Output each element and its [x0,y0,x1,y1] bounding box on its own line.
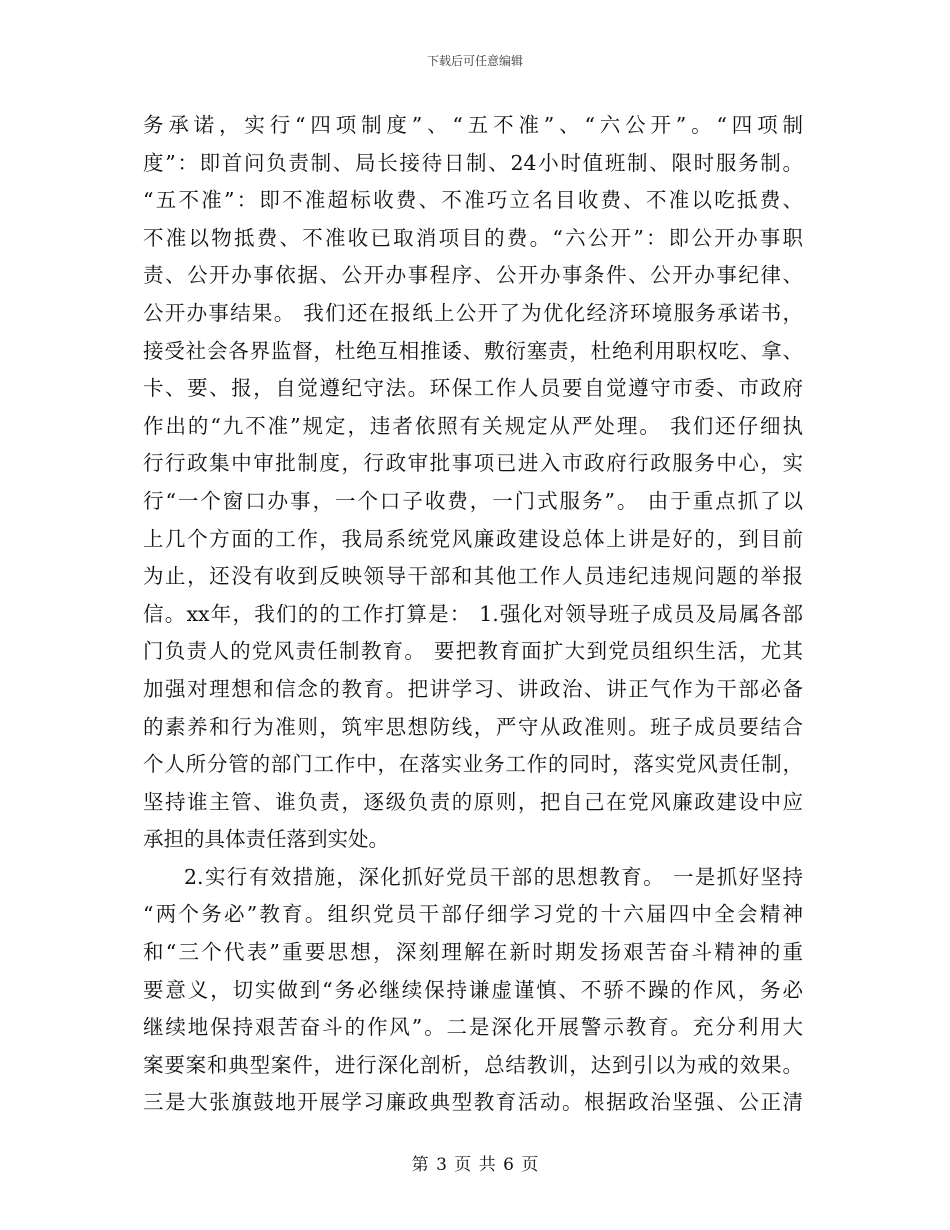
text-line: 卡、要、报，自觉遵纪守法。环保工作人员要自觉遵守市委、市政府 [143,376,803,401]
text-line: 公开办事结果。 我们还在报纸上公开了为优化经济环境服务承诺书， [143,300,803,325]
text-line: 承担的具体责任落到实处。 [143,827,389,852]
page-footer: 第 3 页 共 6 页 [411,1155,539,1175]
text-line: 接受社会各界监督，杜绝互相推诿、敷衍塞责，杜绝利用职权吃、拿、 [143,338,803,363]
text-line: 个人所分管的部门工作中，在落实业务工作的同时，落实党风责任制， [143,752,803,777]
text-line: 加强对理想和信念的教育。把讲学习、讲政治、讲正气作为干部必备 [143,676,803,701]
text-line: 门负责人的党风责任制教育。 要把教育面扩大到党员组织生活，尤其 [143,639,803,664]
text-line: 继续地保持艰苦奋斗的作风”。二是深化开展警示教育。充分利用大 [143,1015,803,1040]
text-line: 作出的“九不准”规定，违者依照有关规定从严处理。 我们还仔细执 [143,413,803,438]
text-line: 的素养和行为准则，筑牢思想防线，严守从政准则。班子成员要结合 [143,714,803,739]
body-text [143,107,803,1122]
text-line: 为止，还没有收到反映领导干部和其他工作人员违纪违规问题的举报 [143,564,803,589]
text-line: 三是大张旗鼓地开展学习廉政典型教育活动。根据政治坚强、公正清 [143,1090,803,1115]
text-line: “两个务必”教育。组织党员干部仔细学习党的十六届四中全会精神 [143,902,803,927]
text-line: 要意义，切实做到“务必继续保持谦虚谨慎、不骄不躁的作风，务必 [143,977,803,1002]
text-line: “五不准”：即不准超标收费、不准巧立名目收费、不准以吃抵费、 [143,188,803,213]
text-line: 不准以物抵费、不准收已取消项目的费。“六公开”：即公开办事职 [143,225,803,250]
text-line: 度”：即首问负责制、局长接待日制、24小时值班制、限时服务制。 [143,150,803,175]
text-line: 务承诺，实行“四项制度”、“五不准”、“六公开”。“四项制 [143,113,803,137]
text-line: 信。xx年，我们的的工作打算是： 1.强化对领导班子成员及局属各部 [143,601,803,626]
text-line: 行行政集中审批制度，行政审批事项已进入市政府行政服务中心，实 [143,451,803,476]
text-line: 上几个方面的工作，我局系统党风廉政建设总体上讲是好的，到目前 [143,526,803,551]
page-header: 下载后可任意编辑 [426,54,523,68]
text-line: 和“三个代表”重要思想，深刻理解在新时期发扬艰苦奋斗精神的重 [143,940,803,965]
text-line: 责、公开办事依据、公开办事程序、公开办事条件、公开办事纪律、 [143,263,803,288]
text-line: 行“一个窗口办事，一个口子收费，一门式服务”。 由于重点抓了以 [143,488,803,513]
text-line: 案要案和典型案件，进行深化剖析，总结教训，达到引以为戒的效果。 [143,1052,803,1077]
text-line: 坚持谁主管、谁负责，逐级负责的原则，把自己在党风廉政建设中应 [143,789,803,814]
text-line: 2.实行有效措施，深化抓好党员干部的思想教育。 一是抓好坚持 [184,864,803,889]
